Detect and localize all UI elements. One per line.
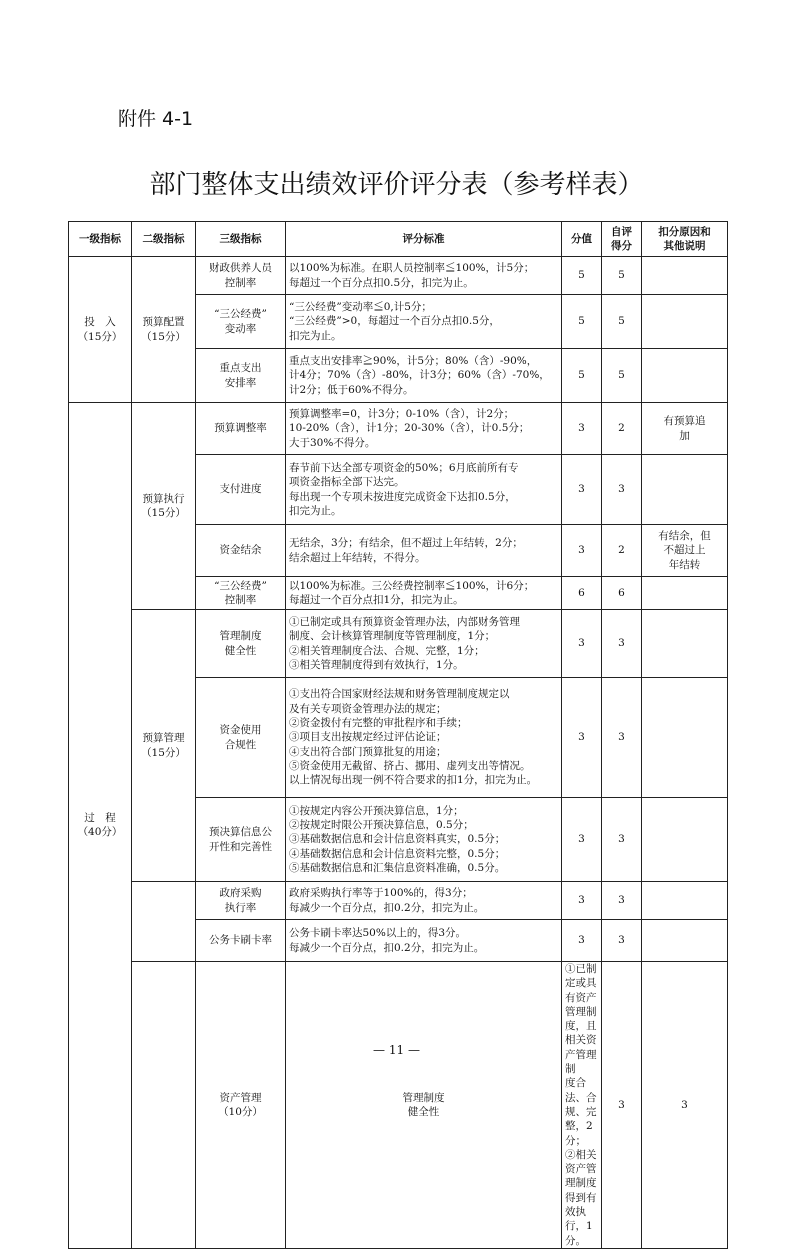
self-score-cell: 5	[602, 257, 642, 295]
self-score-cell: 3	[602, 455, 642, 525]
level2-asset-mgmt: 资产管理 （10分）	[196, 962, 286, 1249]
standard-cell: ①按规定内容公开预决算信息，1分； ②按规定时限公开预决算信息，0.5分； ③基础数据信息和会计信息资料真实，0.5分； ④基础数据信息和会计信息资料完整，0.5分； ⑤基础数据信息和汇集信息资料准确，0.5分。	[286, 798, 562, 882]
standard-cell: 重点支出安排率≧90%，计5分；80%（含）-90%， 计4分；70%（含）-80%，计3分；60%（含）-70%， 计2分；低于60%不得分。	[286, 349, 562, 403]
reason-cell	[642, 295, 728, 349]
standard-cell: ①支出符合国家财经法规和财务管理制度规定以 及有关专项资金管理办法的规定； ②资金拨付有完整的审批程序和手续； ③项目支出按规定经过评估论证； ④支出符合部门预算批复的用途； ⑤资金使用无截留、挤占、挪用、虚列支出等情况。 以上情况每出现一例不符合要求的扣1分，扣完为止。	[286, 678, 562, 798]
level3-cell: 管理制度 健全性	[286, 962, 562, 1249]
table-row	[69, 962, 728, 1249]
standard-cell: 预算调整率=0，计3分；0-10%（含），计2分； 10-20%（含），计1分；20-30%（含），计0.5分； 大于30%不得分。	[286, 403, 562, 455]
reason-cell	[642, 455, 728, 525]
level3-cell: 支付进度	[196, 455, 286, 525]
reason-cell	[642, 798, 728, 882]
reason-cell	[642, 577, 728, 610]
level1-process: 过 程 （40分）	[69, 403, 132, 1249]
standard-cell: “三公经费”变动率≦0,计5分； “三公经费”>0，每超过一个百分点扣0.5分， 扣完为止。	[286, 295, 562, 349]
reason-cell: 有预算追 加	[642, 403, 728, 455]
attachment-label: 附件 4-1	[118, 108, 194, 130]
standard-cell: 以100%为标准。在职人员控制率≦100%，计5分； 每超过一个百分点扣0.5分，扣完为止。	[286, 257, 562, 295]
level3-cell: 管理制度 健全性	[196, 610, 286, 678]
level3-cell: 政府采购 执行率	[196, 882, 286, 920]
standard-cell: ①已制定或具有资产管理制度，且相关资产管理制 度合法、合规、完整，2分； ②相关资产管理制度得到有效执行，1分。	[562, 962, 602, 1249]
score-cell: 5	[562, 295, 602, 349]
self-score-cell: 5	[602, 295, 642, 349]
header-standard: 评分标准	[286, 222, 562, 257]
page-title: 部门整体支出绩效评价评分表（参考样表）	[149, 170, 644, 200]
level3-cell: 公务卡刷卡率	[196, 920, 286, 962]
score-table	[68, 221, 728, 1249]
score-cell: 3	[562, 882, 602, 920]
level2-budget-config: 预算配置 （15分）	[132, 257, 196, 403]
header-row	[69, 222, 728, 257]
level3-cell: 财政供养人员 控制率	[196, 257, 286, 295]
standard-cell: 春节前下达全部专项资金的50%；6月底前所有专 项资金指标全部下达完。 每出现一个专项未按进度完成资金下达扣0.5分， 扣完为止。	[286, 455, 562, 525]
reason-cell: 有结余，但 不超过上 年结转	[642, 525, 728, 577]
self-score-cell: 6	[602, 577, 642, 610]
self-score-cell: 3	[602, 610, 642, 678]
standard-cell: 以100%为标准。三公经费控制率≦100%，计6分； 每超过一个百分点扣1分，扣完为止。	[286, 577, 562, 610]
self-score-cell: 3	[602, 920, 642, 962]
level1-empty	[132, 962, 196, 1249]
header-level3: 三级指标	[196, 222, 286, 257]
score-cell: 6	[562, 577, 602, 610]
score-cell: 3	[562, 798, 602, 882]
level3-cell: 资金使用 合规性	[196, 678, 286, 798]
level2-empty	[132, 882, 196, 962]
score-cell: 3	[562, 403, 602, 455]
reason-cell	[642, 678, 728, 798]
header-self-score: 自评 得分	[602, 222, 642, 257]
self-score-cell: 2	[602, 525, 642, 577]
standard-cell: 公务卡刷卡率达50%以上的，得3分。 每减少一个百分点，扣0.2分，扣完为止。	[286, 920, 562, 962]
score-cell: 3	[562, 920, 602, 962]
reason-cell	[642, 920, 728, 962]
level3-cell: 预决算信息公 开性和完善性	[196, 798, 286, 882]
reason-cell	[642, 882, 728, 920]
level3-cell: “三公经费” 控制率	[196, 577, 286, 610]
table-row	[69, 257, 728, 295]
standard-cell: 无结余，3分；有结余，但不超过上年结转，2分； 结余超过上年结转，不得分。	[286, 525, 562, 577]
score-cell: 3	[562, 455, 602, 525]
self-score-cell: 3	[602, 798, 642, 882]
table-row	[69, 610, 728, 678]
header-reason: 扣分原因和 其他说明	[642, 222, 728, 257]
score-cell: 3	[602, 962, 642, 1249]
table-row	[69, 882, 728, 920]
level1-input: 投 入 （15分）	[69, 257, 132, 403]
level2-budget-exec: 预算执行 （15分）	[132, 403, 196, 610]
reason-cell	[642, 349, 728, 403]
reason-cell	[642, 257, 728, 295]
self-score-cell: 3	[602, 882, 642, 920]
level3-cell: 预算调整率	[196, 403, 286, 455]
level2-budget-mgmt: 预算管理 （15分）	[132, 610, 196, 882]
standard-cell: 政府采购执行率等于100%的，得3分； 每减少一个百分点，扣0.2分，扣完为止。	[286, 882, 562, 920]
standard-cell: ①已制定或具有预算资金管理办法，内部财务管理 制度、会计核算管理制度等管理制度，1分； ②相关管理制度合法、合规、完整，1分； ③相关管理制度得到有效执行，1分。	[286, 610, 562, 678]
score-cell: 5	[562, 257, 602, 295]
self-score-cell: 3	[642, 962, 728, 1249]
self-score-cell: 5	[602, 349, 642, 403]
score-cell: 3	[562, 678, 602, 798]
score-cell: 5	[562, 349, 602, 403]
level3-cell: 重点支出 安排率	[196, 349, 286, 403]
level3-cell: “三公经费” 变动率	[196, 295, 286, 349]
header-level1: 一级指标	[69, 222, 132, 257]
level3-cell: 资金结余	[196, 525, 286, 577]
table-row	[69, 403, 728, 455]
header-score: 分值	[562, 222, 602, 257]
page-number: — 11 —	[373, 1043, 420, 1057]
score-cell: 3	[562, 525, 602, 577]
score-cell: 3	[562, 610, 602, 678]
reason-cell	[642, 610, 728, 678]
self-score-cell: 3	[602, 678, 642, 798]
header-level2: 二级指标	[132, 222, 196, 257]
self-score-cell: 2	[602, 403, 642, 455]
